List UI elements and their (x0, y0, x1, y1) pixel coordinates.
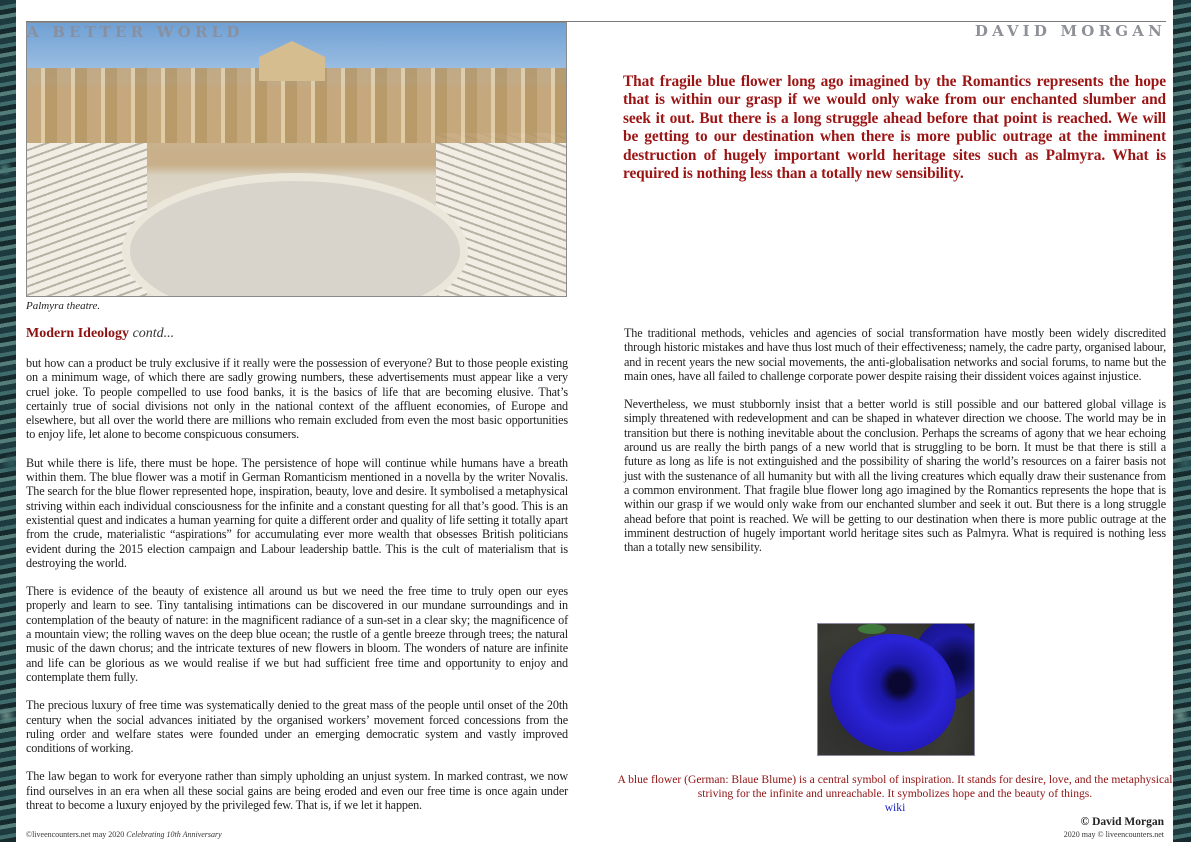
theatre-orchestra (122, 173, 468, 297)
paragraph: The law began to work for everyone rather than simply upholding an unjust system. In marked contrast, we now find ourselves in an era when all these social gains are being eroded and even our free time is once again under threat to become a luxury enjoyed by the privileged few. That is, if we let it happen. (26, 769, 568, 813)
paragraph: Nevertheless, we must stubbornly insist that a better world is still possible and our battered global village is simply threatened with redevelopment and can be shaped in whatever direction we choose. The world may be in transition but there is nothing inevitable about the conclusion. Perhaps the screams of agony that we hear echoing around us are really the birth pangs of a new world that is struggling to be born. It must be that there is still a future as long as life is not extinguished and the possibility of sharing the world’s resources on a fairer basis not just with the sustenance of all humanity but with all the living creatures which equally draw their sustenance from a common environment. That fragile blue flower long ago imagined by the Romantics represents the hope that is within our grasp if we would only wake from our enchanted slumber and seek it out. But there is a long struggle ahead before that point is reached. We will be getting to our destination when there is more public outrage at the imminent destruction of hugely important world heritage sites such as Palmyra. What is required is nothing less than a totally new sensibility. (624, 397, 1166, 555)
flower-main (830, 634, 956, 752)
author-name: DAVID MORGAN (974, 22, 1166, 40)
left-article-column (26, 356, 568, 826)
section-continued: contd... (132, 326, 175, 341)
blue-flower-image (817, 623, 975, 756)
theatre-pediment (259, 41, 325, 81)
series-title: A BETTER WORLD (27, 23, 244, 41)
decorative-left-border (0, 0, 16, 842)
right-article-column (624, 326, 1166, 568)
paragraph: There is evidence of the beauty of existence all around us but we need the free time to truly open our eyes properly and learn to see. Tiny tantalising intimations can be discovered in our mundane surroundings and in contemplation of the beauty of nature: in the magnificent radiance of a sun-set in a clear sky; the magnificence of a mountain view; the rolling waves on the deep blue ocean; the rustle of a gentle breeze through trees; the natural music of the dawn chorus; and the intricate textures of new flowers in bloom. The wonders of nature are infinite and life can be glorious as we would realise if we but had sufficient free time and opportunity to enjoy and contemplate them fully. (26, 584, 568, 684)
palmyra-theatre-image (26, 22, 567, 297)
flower-caption (610, 773, 1180, 815)
section-title: Modern Ideology (26, 326, 130, 341)
footer-left-text: ©liveencounters.net may 2020 (26, 830, 125, 839)
footer-right: 2020 may © liveencounters.net (1063, 830, 1164, 839)
section-heading (26, 326, 174, 342)
pull-quote: That fragile blue flower long ago imagined by the Romantics represents the hope that is within our grasp if we would only wake from our enchanted slumber and seek it out. But there is a long struggle ahead before that point is reached. We will be getting to our destination when there is more public outrage at the imminent destruction of hugely important world heritage sites such as Palmyra. What is required is nothing less than a totally new sensibility. (623, 73, 1166, 183)
wiki-link[interactable]: wiki (884, 801, 906, 814)
paragraph: The precious luxury of free time was systematically denied to the great mass of the people until onset of the 20th century when the social advances initiated by the organised workers’ movement forced concessions from the ruling order and welfare states were founded under an emerging democratic system and vastly improved conditions of working. (26, 698, 568, 756)
decorative-right-border (1173, 0, 1191, 842)
flower-caption-text: A blue flower (German: Blaue Blume) is a central symbol of inspiration. It stands for desire, love, and the metaphysical striving for the infinite and unreachable. It symbolizes hope and the beauty of things. (617, 773, 1173, 800)
image-caption: Palmyra theatre. (26, 300, 101, 312)
paragraph: The traditional methods, vehicles and agencies of social transformation have mostly been widely discredited through historic mistakes and have thus lost much of their effectiveness; namely, the cadre party, organised labour, and in recent years the new social movements, the anti-globalisation networks and social forums, to name but the main ones, have all failed to challenge corporate power despite raising their dissident voices against injustice. (624, 326, 1166, 383)
footer-left (26, 830, 222, 839)
copyright-signature: © David Morgan (1080, 816, 1164, 828)
paragraph: But while there is life, there must be hope. The persistence of hope will continue while humans have a breath within them. The blue flower was a motif in German Romanticism mentioned in a novella by the writer Novalis. The search for the blue flower represented hope, inspiration, beauty, love and desire. It symbolised a metaphysical striving within each individual consciousness for the infinite and a constant questing for all that’s good. This is an existential quest and indicates a human yearning for quite a different order and quality of life setting it totally apart from the crude, materialistic “aspirations” for accumulating ever more wealth that obsesses British politicians evident during the 2015 election campaign and Labour leadership battle. This is the cult of materialism that is destroying the world. (26, 455, 568, 570)
footer-anniversary: Celebrating 10th Anniversary (126, 830, 222, 839)
paragraph: but how can a product be truly exclusive if it really were the possession of everyone? But to those people existing on a minimum wage, of which there are sadly growing numbers, these advertisements must appear like a very cruel joke. To people compelled to use food banks, it is the basics of life that are becoming elusive. That’s certainly true of social divisions not only in the national context of the affluent economies, of Europe and elsewhere, but all over the world there are millions who remain excluded from even the most basic opportunities to enjoy life, let alone to become conspicuous consumers. (26, 356, 568, 442)
leaf (858, 624, 886, 634)
